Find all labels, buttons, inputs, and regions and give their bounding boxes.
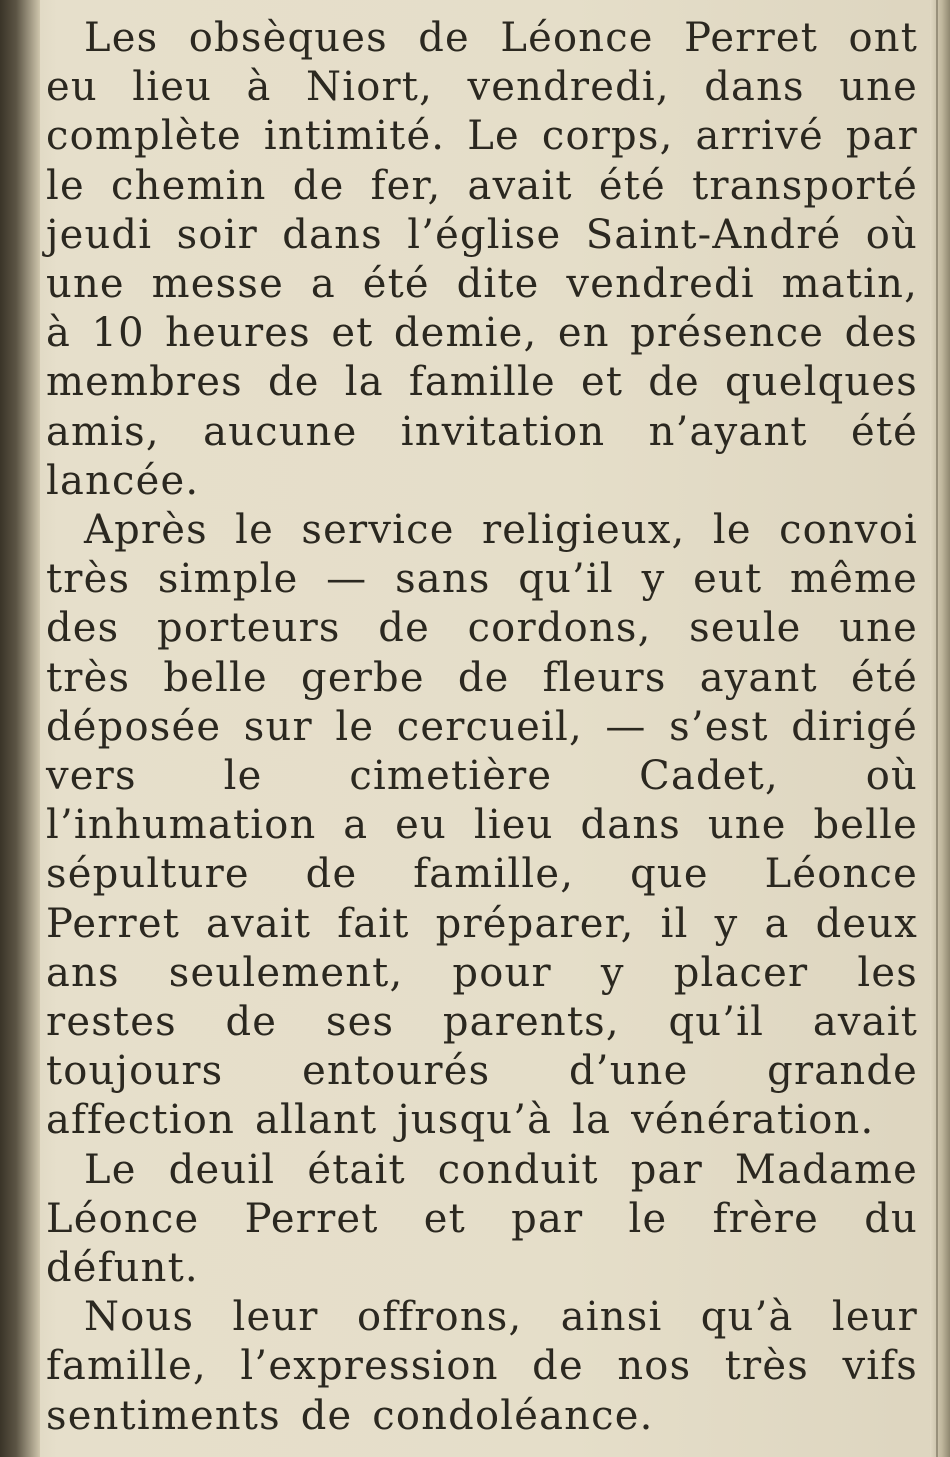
paragraph-mourning: Le deuil était conduit par Madame Léonce Perret et par le frère du défunt. (46, 1146, 918, 1292)
paragraph-funeral: Les obsèques de Léonce Perret ont eu lieu à Niort, vendredi, dans une complète intimité. Le corps, arrivé par le chemin de fer, avait été transporté jeudi soir dans l’église Saint-André où une messe a été dite vendredi matin, à 10 heures et demie, en présence des membres de la famille et de quelques amis, aucune invitation n’ayant été lancée. (46, 15, 918, 504)
paragraph-condolences: Nous leur offrons, ainsi qu’à leur famille, l’expression de nos très vifs sentiments de condoléance. (46, 1294, 918, 1439)
page-binding-shadow (0, 0, 40, 1457)
article-text (46, 14, 918, 1441)
page-right-edge (930, 0, 950, 1457)
paragraph-procession: Après le service religieux, le convoi très simple — sans qu’il y eut même des porteurs de cordons, seule une très belle gerbe de fleurs ayant été déposée sur le cercueil, — s’est dirigé vers le cimetière Cadet, où l’inhumation a eu lieu dans une belle sépulture de famille, que Léonce Perret avait fait préparer, il y a deux ans seulement, pour y placer les restes de ses parents, qu’il avait toujours entourés d’une grande affection allant jusqu’à la vénération. (46, 507, 918, 1144)
column-rule (936, 0, 938, 1457)
